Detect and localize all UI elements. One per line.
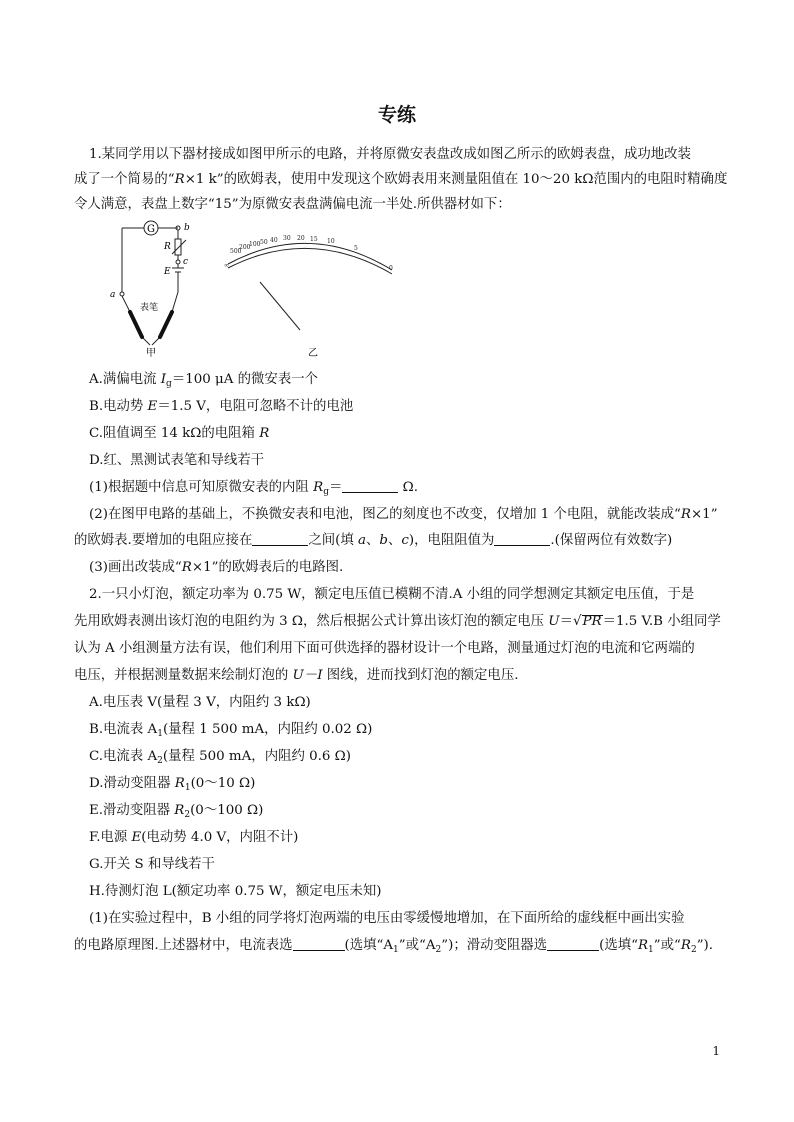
answer-blank[interactable]: [252, 532, 308, 546]
q1-line-3: 令人满意，表盘上数字“15”为原微安表盘满偏电流一半处.所供器材如下：: [74, 197, 511, 212]
q2-option-d: D.滑动变阻器 $R_1(0\sim 10$ Ω): [89, 776, 256, 793]
terminal-b-label: b: [184, 223, 190, 233]
q1-part-1: (1)根据题中信息可知原微安表的内阻 $R_g= \Omega$.: [89, 480, 418, 497]
circuit-diagram: [120, 221, 189, 345]
q1-figures: [100, 212, 410, 362]
tick-40: 40: [270, 237, 278, 244]
q1-option-d: D.红、黑测试表笔和导线若干: [89, 453, 265, 468]
tick-5: 5: [354, 245, 358, 252]
tick-0: 0: [389, 265, 393, 272]
q1-option-c: C.阻值调至 14 kΩ的电阻箱 R: [89, 426, 270, 441]
circuit-and-dial-figure: [100, 212, 410, 362]
tick-20: 20: [297, 235, 305, 242]
answer-blank[interactable]: [342, 479, 398, 493]
figure-jia-caption: 甲: [146, 348, 156, 359]
q2-option-a: A.电压表 V(量程 3 V，内阻约 3 kΩ): [89, 695, 311, 710]
q1-line-1: 1.某同学用以下器材接成如图甲所示的电路，并将原微安表盘改成如图乙所示的欧姆表盘，成功地改装: [89, 147, 691, 162]
q2-option-e: E.滑动变阻器 $R_2(0\sim 100$ Ω): [89, 803, 264, 820]
dial-tick-labels: [224, 235, 393, 272]
tick-15: 15: [310, 236, 318, 243]
q2-line-3: 认为 A 小组测量方法有误，他们利用下面可供选择的器材设计一个电路，测量通过灯泡的电流和它两端的: [74, 641, 695, 656]
tick-500: 500: [230, 248, 242, 255]
tick-30: 30: [283, 235, 291, 242]
page-title: 专练: [377, 104, 416, 126]
answer-blank[interactable]: [494, 532, 550, 546]
answer-blank[interactable]: [293, 937, 345, 951]
q2-option-f: F.电源 E(电动势 4.0 V，内阻不计): [89, 830, 299, 845]
ohm-dial-scale: [228, 243, 392, 330]
terminal-c-label: c: [183, 257, 189, 267]
galvanometer-label: G: [147, 224, 155, 235]
figure-yi-caption: 乙: [308, 348, 318, 359]
tick-200: 200: [239, 244, 251, 251]
tick-infinity: ∞: [224, 262, 229, 269]
tick-50: 50: [260, 239, 268, 246]
q2-option-c: C.电流表 $A_2$(量程 500 mA，内阻约 0.6 Ω): [89, 749, 352, 766]
tick-10: 10: [327, 238, 335, 245]
pens-label: 表笔: [140, 303, 159, 313]
q1-part-3: (3)画出改装成“R×1”的欧姆表后的电路图.: [89, 560, 344, 575]
q2-part-1-line-1: (1)在实验过程中，B 小组的同学将灯泡两端的电压由零缓慢地增加，在下面所给的虚线框中画出实验: [89, 911, 685, 926]
q1-option-a: A.满偏电流 $I_g=100$ μA 的微安表一个: [89, 372, 318, 389]
page-number: 1: [712, 1044, 720, 1058]
test-pens: [130, 312, 172, 337]
q1-option-b: B.电动势 E＝1.5 V，电阻可忽略不计的电池: [89, 399, 354, 414]
terminal-a-label: a: [110, 290, 116, 300]
q1-line-2: 成了一个简易的“R×1 k”的欧姆表，使用中发现这个欧姆表用来测量阻值在 10～20 kΩ范围内的电阻时精确度: [74, 172, 728, 187]
q1-part-2-line-2: 的欧姆表.要增加的电阻应接在 之间(填 a、b、c)，电阻阻值为 .(保留两位有效数字): [74, 533, 673, 548]
q2-option-b: B.电流表 $A_1$(量程 1 500 mA，内阻约 0.02 Ω): [89, 722, 373, 739]
q2-line-1: 2.一只小灯泡，额定功率为 0.75 W，额定电压值已模糊不清.A 小组的同学想测定其额定电压值，于是: [89, 587, 695, 602]
battery-e-label: E: [164, 267, 171, 277]
q2-option-g: G.开关 S 和导线若干: [89, 857, 215, 872]
resistor-r-label: R: [164, 242, 171, 252]
tick-100: 100: [249, 241, 261, 248]
answer-blank[interactable]: [547, 937, 599, 951]
q2-line-4: 电压，并根据测量数据来绘制灯泡的 U－I 图线，进而找到灯泡的额定电压.: [74, 668, 519, 683]
q2-option-h: H.待测灯泡 L(额定功率 0.75 W，额定电压未知): [89, 884, 382, 899]
q2-part-1-line-2: 的电路原理图.上述器材中，电流表选 (选填“$A_1$”或“$A_2$”)；滑动变阻器选 (选填“$R_1$”或“$R_2$”).: [74, 938, 714, 955]
q2-line-2: 先用欧姆表测出该灯泡的电阻约为 3 Ω，然后根据公式计算出该灯泡的额定电压 U＝√PR＝1.5 V.B 小组同学: [74, 614, 721, 629]
q1-part-2-line-1: (2)在图甲电路的基础上，不换微安表和电池，图乙的刻度也不改变，仅增加 1 个电阻，就能改装成“R×1”: [89, 507, 718, 522]
